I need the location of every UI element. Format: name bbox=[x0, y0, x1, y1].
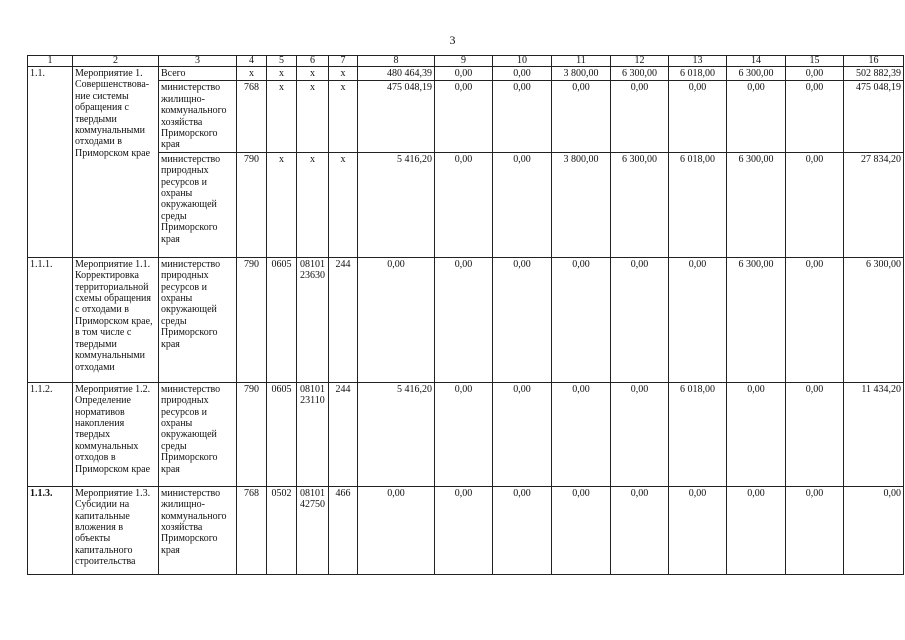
column-header: 7 bbox=[329, 56, 358, 67]
table-cell: x bbox=[329, 152, 358, 257]
column-header: 14 bbox=[727, 56, 786, 67]
table-cell: 6 018,00 bbox=[669, 67, 727, 81]
table-cell: 466 bbox=[329, 486, 358, 574]
row-name: Мероприятие 1.2. Определение нормативов накопления твердых коммунальных отходов в Приморском крае bbox=[73, 382, 159, 486]
table-cell: 6 018,00 bbox=[669, 152, 727, 257]
table-cell: 5 416,20 bbox=[358, 382, 435, 486]
executor-cell: министерство природных ресурсов и охраны окружающей среды Приморского края bbox=[159, 382, 237, 486]
table-row bbox=[28, 67, 904, 81]
column-number-row bbox=[28, 56, 904, 67]
table-cell: 0,00 bbox=[435, 67, 493, 81]
row-code: 1.1. bbox=[28, 67, 73, 258]
executor-cell: министерство природных ресурсов и охраны окружающей среды Приморского края bbox=[159, 257, 237, 382]
table-cell: 0,00 bbox=[786, 257, 844, 382]
executor-cell: министерство жилищно-коммунального хозяйства Приморского края bbox=[159, 81, 237, 152]
table-cell: 3 800,00 bbox=[552, 152, 611, 257]
table-cell: 0,00 bbox=[493, 152, 552, 257]
table-cell: 790 bbox=[237, 152, 267, 257]
table-cell: 6 300,00 bbox=[611, 152, 669, 257]
row-name: Мероприятие 1.3. Субсидии на капитальные вложения в объекты капитального строительства bbox=[73, 486, 159, 574]
table-cell: 6 300,00 bbox=[611, 67, 669, 81]
table-row bbox=[28, 382, 904, 486]
executor-cell: Всего bbox=[159, 67, 237, 81]
table-cell: x bbox=[329, 67, 358, 81]
table-cell: x bbox=[267, 67, 297, 81]
table-cell: 08101 42750 bbox=[297, 486, 329, 574]
table-cell: 0,00 bbox=[552, 486, 611, 574]
table-cell: 0,00 bbox=[552, 81, 611, 152]
table-cell: x bbox=[297, 152, 329, 257]
table-cell: 0,00 bbox=[358, 257, 435, 382]
executor-cell: министерство природных ресурсов и охраны окружающей среды Приморского края bbox=[159, 152, 237, 257]
table-cell: 502 882,39 bbox=[844, 67, 904, 81]
table-cell: 0,00 bbox=[786, 81, 844, 152]
table-cell: 11 434,20 bbox=[844, 382, 904, 486]
table-cell: 3 800,00 bbox=[552, 67, 611, 81]
table-row bbox=[28, 81, 904, 152]
table-cell: 0,00 bbox=[786, 152, 844, 257]
table-row bbox=[28, 152, 904, 257]
column-header: 4 bbox=[237, 56, 267, 67]
column-header: 13 bbox=[669, 56, 727, 67]
page-number: 3 bbox=[449, 33, 456, 47]
table-cell: 5 416,20 bbox=[358, 152, 435, 257]
table-cell: 768 bbox=[237, 486, 267, 574]
table-row bbox=[28, 257, 904, 382]
table-cell: 0,00 bbox=[669, 486, 727, 574]
table-cell: 0,00 bbox=[844, 486, 904, 574]
table-cell: 0,00 bbox=[435, 81, 493, 152]
table-cell: 0,00 bbox=[727, 486, 786, 574]
column-header: 16 bbox=[844, 56, 904, 67]
table-cell: x bbox=[297, 67, 329, 81]
table-cell: 6 300,00 bbox=[844, 257, 904, 382]
table-cell: 0,00 bbox=[435, 152, 493, 257]
table-cell: 768 bbox=[237, 81, 267, 152]
table-cell: 0,00 bbox=[493, 67, 552, 81]
table-cell: 0,00 bbox=[786, 382, 844, 486]
table-cell: 0605 bbox=[267, 382, 297, 486]
table-cell: 08101 23110 bbox=[297, 382, 329, 486]
table-cell: 0,00 bbox=[435, 382, 493, 486]
table-cell: 6 300,00 bbox=[727, 257, 786, 382]
table-cell: 0,00 bbox=[611, 486, 669, 574]
row-name: Мероприятие 1.1. Корректировка территориальной схемы обращения с отходами в Приморском крае, в том числе с твердыми коммунальными отходами bbox=[73, 257, 159, 382]
table-cell: 6 018,00 bbox=[669, 382, 727, 486]
table-cell: 480 464,39 bbox=[358, 67, 435, 81]
table-cell: 790 bbox=[237, 257, 267, 382]
table-cell: 244 bbox=[329, 382, 358, 486]
table-cell: 475 048,19 bbox=[358, 81, 435, 152]
table-cell: 0,00 bbox=[493, 257, 552, 382]
table-cell: 0,00 bbox=[669, 257, 727, 382]
column-header: 9 bbox=[435, 56, 493, 67]
column-header: 2 bbox=[73, 56, 159, 67]
table-cell: 08101 23630 bbox=[297, 257, 329, 382]
column-header: 3 bbox=[159, 56, 237, 67]
row-code: 1.1.2. bbox=[28, 382, 73, 486]
column-header: 10 bbox=[493, 56, 552, 67]
table-cell: 0,00 bbox=[786, 67, 844, 81]
column-header: 6 bbox=[297, 56, 329, 67]
table-cell: 244 bbox=[329, 257, 358, 382]
table-cell: 0,00 bbox=[727, 81, 786, 152]
column-header: 11 bbox=[552, 56, 611, 67]
table-cell: 0,00 bbox=[786, 486, 844, 574]
table-cell: 0,00 bbox=[358, 486, 435, 574]
table-cell: 0,00 bbox=[435, 257, 493, 382]
table-cell: 0,00 bbox=[611, 81, 669, 152]
table-cell: 0,00 bbox=[552, 382, 611, 486]
table-cell: x bbox=[237, 67, 267, 81]
table-cell: 0,00 bbox=[727, 382, 786, 486]
table-cell: 0,00 bbox=[435, 486, 493, 574]
row-name: Мероприятие 1. Совершенствова-ние системы обращения с твердыми коммунальными отходами в Приморском крае bbox=[73, 67, 159, 258]
column-header: 1 bbox=[28, 56, 73, 67]
table-cell: x bbox=[267, 81, 297, 152]
table-cell: 0,00 bbox=[611, 382, 669, 486]
row-code: 1.1.1. bbox=[28, 257, 73, 382]
table-cell: 0,00 bbox=[493, 81, 552, 152]
table-cell: 0,00 bbox=[611, 257, 669, 382]
table-cell: 0605 bbox=[267, 257, 297, 382]
table-row bbox=[28, 486, 904, 574]
table-cell: 0,00 bbox=[669, 81, 727, 152]
column-header: 12 bbox=[611, 56, 669, 67]
table-cell: 0,00 bbox=[493, 486, 552, 574]
column-header: 5 bbox=[267, 56, 297, 67]
table-cell: 0,00 bbox=[552, 257, 611, 382]
budget-table bbox=[27, 55, 904, 575]
table-cell: 790 bbox=[237, 382, 267, 486]
executor-cell: министерство жилищно-коммунального хозяйства Приморского края bbox=[159, 486, 237, 574]
table-cell: 27 834,20 bbox=[844, 152, 904, 257]
table-cell: x bbox=[329, 81, 358, 152]
table-cell: 0502 bbox=[267, 486, 297, 574]
column-header: 8 bbox=[358, 56, 435, 67]
table-cell: x bbox=[267, 152, 297, 257]
row-code: 1.1.3. bbox=[28, 486, 73, 574]
table-cell: 6 300,00 bbox=[727, 67, 786, 81]
column-header: 15 bbox=[786, 56, 844, 67]
table-cell: 6 300,00 bbox=[727, 152, 786, 257]
table-cell: 475 048,19 bbox=[844, 81, 904, 152]
table-cell: x bbox=[297, 81, 329, 152]
table-cell: 0,00 bbox=[493, 382, 552, 486]
